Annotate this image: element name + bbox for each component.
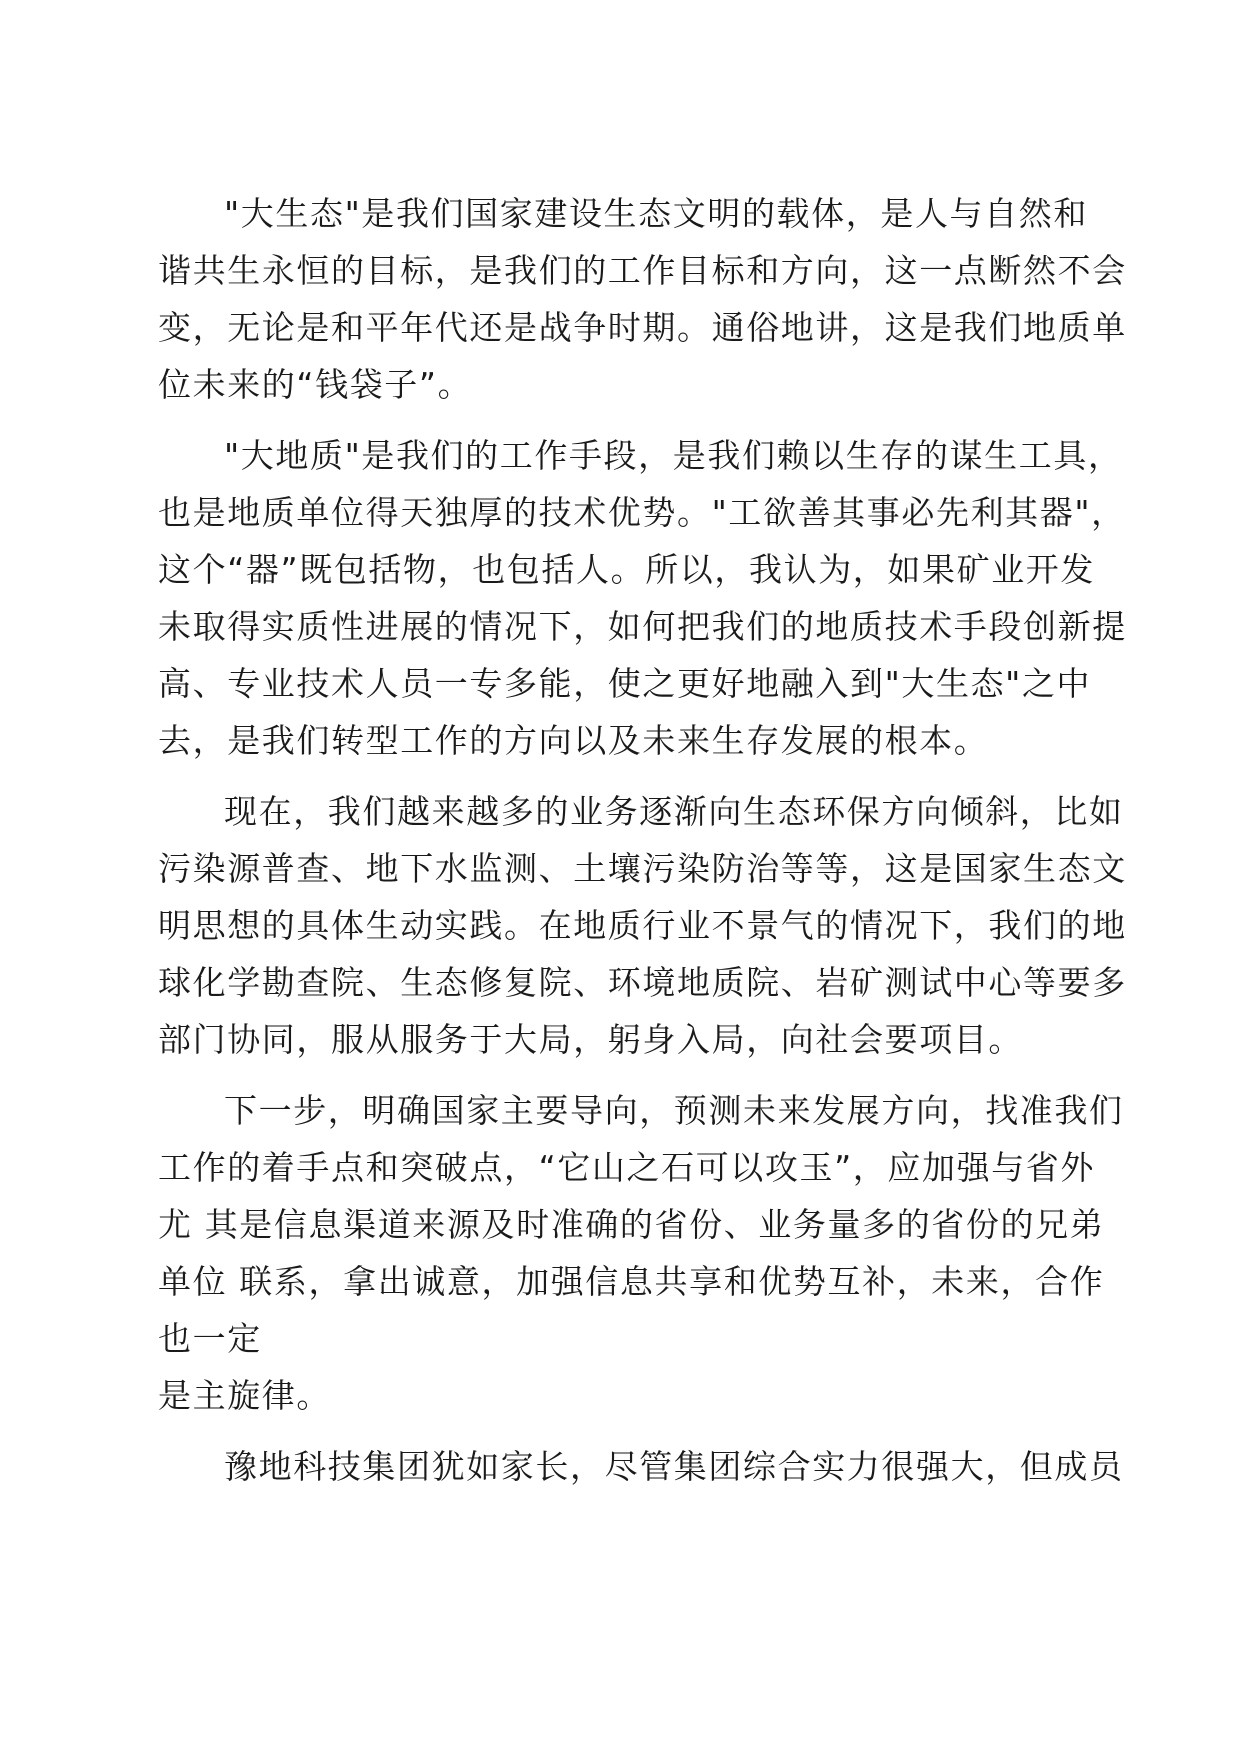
text-line: 现在，我们越来越多的业务逐渐向生态环保方向倾斜，比如 (224, 792, 1124, 831)
text-line: 也一定 (158, 1319, 262, 1358)
text-line: 高、专业技术人员一专多能，使之更好地融入到"大生态"之中 (158, 664, 1092, 703)
body-text (158, 185, 1127, 1509)
text-line: 明思想的具体生动实践。在地质行业不景气的情况下，我们的地 (158, 906, 1127, 945)
paragraph-current-work (158, 783, 1127, 1068)
text-line: 谐共生永恒的目标，是我们的工作目标和方向，这一点断然不会 (158, 251, 1127, 290)
text-line: 污染源普查、地下水监测、土壤污染防治等等，这是国家生态文 (158, 849, 1127, 888)
paragraph-big-ecology (158, 185, 1127, 413)
text-line: 尤 其是信息渠道来源及时准确的省份、业务量多的省份的兄弟 (158, 1205, 1105, 1244)
text-line: 下一步，明确国家主要导向，预测未来发展方向，找准我们 (224, 1091, 1124, 1130)
text-line: 这个“器”既包括物，也包括人。所以，我认为，如果矿业开发 (158, 550, 1095, 589)
text-line: 变，无论是和平年代还是战争时期。通俗地讲，这是我们地质单 (158, 308, 1127, 347)
paragraph-next-step (158, 1082, 1124, 1424)
text-line: 位未来的“钱袋子”。 (158, 365, 473, 404)
text-line: 也是地质单位得天独厚的技术优势。"工欲善其事必先利其器"， (158, 493, 1126, 532)
text-line: 是主旋律。 (158, 1376, 331, 1415)
text-line: 球化学勘查院、生态修复院、环境地质院、岩矿测试中心等要多 (158, 963, 1127, 1002)
text-line: 未取得实质性进展的情况下，如何把我们的地质技术手段创新提 (158, 607, 1127, 646)
text-line: 豫地科技集团犹如家长，尽管集团综合实力很强大，但成员 (224, 1447, 1124, 1486)
text-line: 单位 联系，拿出诚意，加强信息共享和优势互补，未来，合作 (158, 1262, 1105, 1301)
paragraph-big-geology (158, 427, 1127, 769)
text-line: "大地质"是我们的工作手段，是我们赖以生存的谋生工具， (224, 436, 1123, 475)
text-line: 去，是我们转型工作的方向以及未来生存发展的根本。 (158, 721, 989, 760)
text-line: 工作的着手点和突破点，“它山之石可以攻玉”，应加强与省外 (158, 1148, 1095, 1187)
text-line: "大生态"是我们国家建设生态文明的载体，是人与自然和 (224, 194, 1088, 233)
paragraph-group (158, 1438, 1124, 1495)
text-line: 部门协同，服从服务于大局，躬身入局，向社会要项目。 (158, 1020, 1023, 1059)
